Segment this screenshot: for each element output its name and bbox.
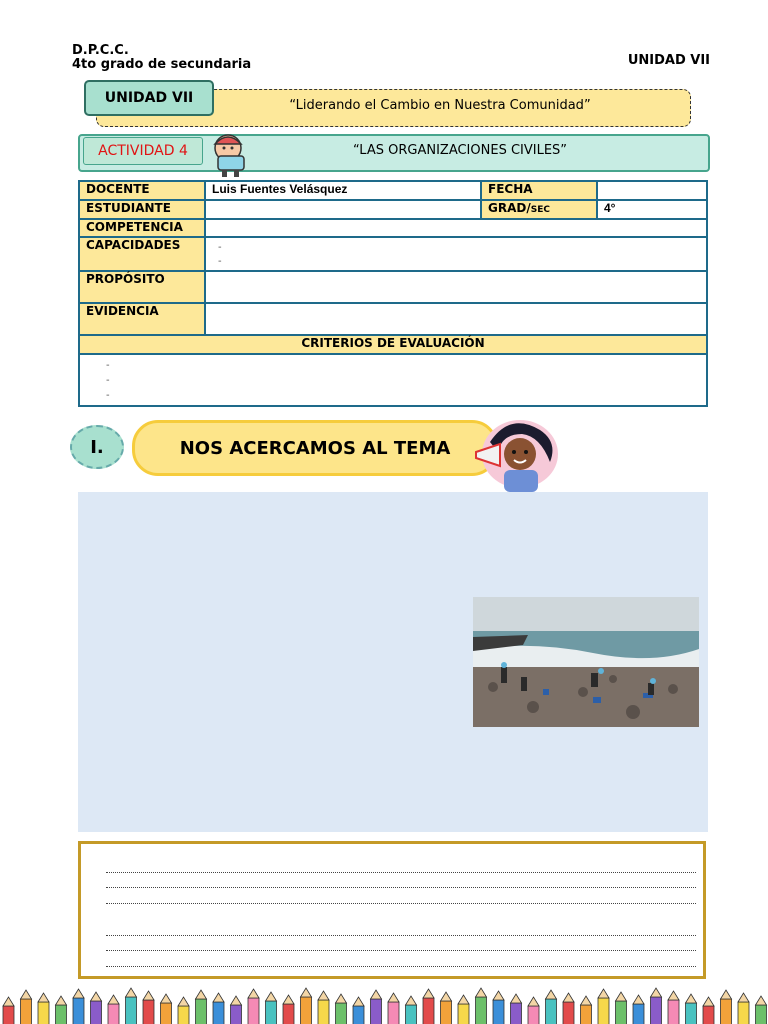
org-line-2: 4to grado de secundaria: [72, 57, 252, 72]
pencil: [73, 989, 84, 1024]
evidencia-value[interactable]: [205, 303, 707, 335]
answer-line[interactable]: [106, 966, 696, 968]
pencil: [126, 988, 137, 1024]
pencil: [616, 992, 627, 1024]
docente-label: DOCENTE: [79, 181, 205, 200]
pencil: [511, 994, 522, 1024]
info-table: [78, 180, 708, 407]
pencil: [91, 992, 102, 1024]
section-title: NOS ACERCAMOS AL TEMA: [132, 420, 498, 476]
competencia-value[interactable]: [205, 219, 707, 237]
answer-line[interactable]: [106, 903, 696, 905]
estudiante-value[interactable]: [205, 200, 481, 219]
criterios-item: -: [106, 375, 110, 386]
capacidades-item: -: [218, 242, 222, 253]
pencil: [721, 990, 732, 1024]
competencia-label: COMPETENCIA: [79, 219, 205, 237]
pencil-border-decoration: [0, 982, 768, 1024]
fecha-value[interactable]: [597, 181, 707, 200]
pencil: [546, 990, 557, 1024]
pencil: [108, 995, 119, 1024]
estudiante-label: ESTUDIANTE: [79, 200, 205, 219]
docente-value[interactable]: Luis Fuentes Velásquez: [205, 181, 481, 200]
criterios-item: -: [106, 390, 110, 401]
pencil: [563, 993, 574, 1024]
pencil: [633, 995, 644, 1024]
pencil: [406, 996, 417, 1024]
pencil: [196, 990, 207, 1024]
activity-label: ACTIVIDAD 4: [83, 137, 203, 165]
pencil: [3, 997, 14, 1024]
pencil: [423, 989, 434, 1024]
pencil: [213, 993, 224, 1024]
beach-cleanup-photo: [473, 597, 699, 727]
proposito-value[interactable]: [205, 271, 707, 303]
pencil: [458, 995, 469, 1024]
pencil: [143, 991, 154, 1024]
answer-box[interactable]: [78, 841, 706, 979]
pencil: [353, 997, 364, 1024]
pencil: [248, 989, 259, 1024]
pencil: [388, 993, 399, 1024]
criterios-item: -: [106, 360, 110, 371]
pencil: [738, 993, 749, 1024]
pencil: [686, 994, 697, 1024]
criterios-header: CRITERIOS DE EVALUACIÓN: [79, 335, 707, 354]
pencil: [598, 989, 609, 1024]
grado-value[interactable]: 4°: [597, 200, 707, 219]
pencil: [371, 990, 382, 1024]
grado-label-main: GRAD/: [488, 201, 531, 215]
grado-label: [481, 200, 597, 219]
pencil: [178, 997, 189, 1024]
unit-label: UNIDAD VII: [84, 80, 214, 116]
answer-line[interactable]: [106, 887, 696, 889]
pencil: [476, 988, 487, 1024]
unit-quote: “Liderando el Cambio en Nuestra Comunidad”: [289, 98, 591, 113]
pencil: [231, 996, 242, 1024]
pencil: [301, 988, 312, 1024]
pencil: [668, 991, 679, 1024]
pencil: [703, 997, 714, 1024]
pencil: [318, 991, 329, 1024]
pencil: [283, 995, 294, 1024]
proposito-label: PROPÓSITO: [79, 271, 205, 303]
org-line-1: D.P.C.C.: [72, 43, 129, 58]
criterios-value[interactable]: [79, 354, 707, 406]
pencil: [266, 992, 277, 1024]
capacidades-item: -: [218, 256, 222, 267]
pencil: [38, 993, 49, 1024]
fecha-label: FECHA: [481, 181, 597, 200]
student-reading-icon: [204, 126, 256, 178]
section-number: I.: [70, 425, 124, 469]
pencil: [441, 992, 452, 1024]
activity-title: “LAS ORGANIZACIONES CIVILES”: [352, 143, 568, 158]
pencil: [56, 996, 67, 1024]
pencil: [493, 991, 504, 1024]
girl-megaphone-icon: [470, 412, 562, 494]
capacidades-value[interactable]: [205, 237, 707, 271]
evidencia-label: EVIDENCIA: [79, 303, 205, 335]
pencil: [581, 996, 592, 1024]
pencil: [528, 997, 539, 1024]
pencil: [336, 994, 347, 1024]
header-org: [72, 44, 251, 72]
pencil: [651, 988, 662, 1024]
pencil: [161, 994, 172, 1024]
pencil: [21, 990, 32, 1024]
header-unit: UNIDAD VII: [627, 53, 710, 68]
capacidades-label: CAPACIDADES: [79, 237, 205, 271]
grado-label-small: SEC: [530, 205, 550, 215]
answer-line[interactable]: [106, 935, 696, 937]
pencil: [756, 996, 767, 1024]
answer-line[interactable]: [106, 950, 696, 952]
answer-line[interactable]: [106, 872, 696, 874]
